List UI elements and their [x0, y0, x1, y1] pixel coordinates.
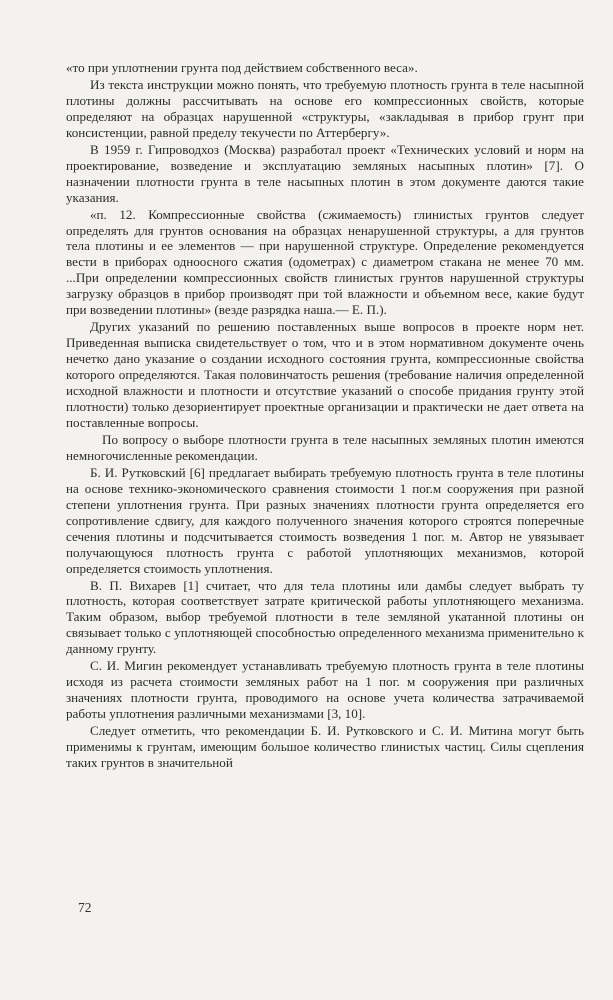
paragraph-3: В 1959 г. Гипроводхоз (Москва) разработал проект «Технических условий и норм на проектирование, возведение и эксплуатацию земляных насыпных плотин» [7]. О назначении плотности грунта в теле насыпных плотин в этом документе даются такие указания. [66, 141, 584, 205]
paragraph-9: С. И. Мигин рекомендует устанавливать требуемую плотность грунта в теле плотины исходя из расчета стоимости земляных работ на 1 пог. м сооружения при различных значениях плотности грунта, проводимого на основе учета количества затрачиваемой работы уплотнения различными механизмами [3, 10]. [66, 658, 584, 722]
paragraph-5: Других указаний по решению поставленных выше вопросов в проекте норм нет. Приведенная выписка свидетельствует о том, что и в этом нормативном документе очень нечетко дано указание о создании исходного состояния грунта, компрессионные свойства которого определяются. Такая половинчатость решения (требование наличия определенной исходной влажности и плотности и отсутствие указаний о способе придания грунту этой плотности) только дезориентирует проектные организации и практически не дает ответа на поставленные вопросы. [66, 319, 584, 430]
paragraph-10: Следует отметить, что рекомендации Б. И. Рутковского и С. И. Митина могут быть применимы к грунтам, имеющим большое количество глинистых частиц. Силы сцепления таких грунтов в значительной [66, 723, 584, 770]
page-number: 72 [78, 900, 92, 915]
paragraph-4: «п. 12. Компрессионные свойства (сжимаемость) глинистых грунтов следует определять для грунтов основания на образцах ненарушенной структуры, а для грунтов тела плотины и ее элементов — при нарушенной структуре. Определение рекомендуется вести в приборах одноосного сжатия (одометрах) с диаметром стакана не менее 70 мм. ...При определении компрессионных свойств глинистых грунтов нарушенной структуры загрузку образцов в прибор производят при той влажности и объемном весе, какие будут при возведении плотины» (везде разрядка наша.— Е. П.). [66, 206, 584, 318]
paragraph-2: Из текста инструкции можно понять, что требуемую плотность грунта в теле насыпной плотины должны рассчитывать на основе его компрессионных свойств, которые определяют на образцах нарушенной «структуры, «закладывая в прибор грунт при консистенции, равной пределу текучести по Аттербергу». [66, 76, 584, 140]
paragraph-6: По вопросу о выборе плотности грунта в теле насыпных земляных плотин имеются немногочисленные рекомендации. [66, 431, 584, 463]
page-text [66, 60, 584, 771]
paragraph-7: Б. И. Рутковский [6] предлагает выбирать требуемую плотность грунта в теле плотины на основе технико-экономического сравнения стоимости 1 пог.м сооружения при разной степени уплотнения грунта. При разных значениях плотности грунта определяется его сопротивление сдвигу, для каждого полученного значения которого строятся поперечные сечения плотины и подсчитывается стоимость возведения 1 пог. м. Автор не увязывает получающуюся плотность грунта с работой уплотняющих механизмов, которой определяется стоимость уплотнения. [66, 464, 584, 576]
paragraph-8: В. П. Вихарев [1] считает, что для тела плотины или дамбы следует выбрать ту плотность, которая соответствует затрате критической работы уплотняющего механизма. Таким образом, выбор требуемой плотности в теле земляной укатанной плотины он связывает только с уплотняющей способностью определенного механизма применительно к данному грунту. [66, 577, 584, 657]
paragraph-1: «то при уплотнении грунта под действием собственного веса». [66, 60, 418, 75]
